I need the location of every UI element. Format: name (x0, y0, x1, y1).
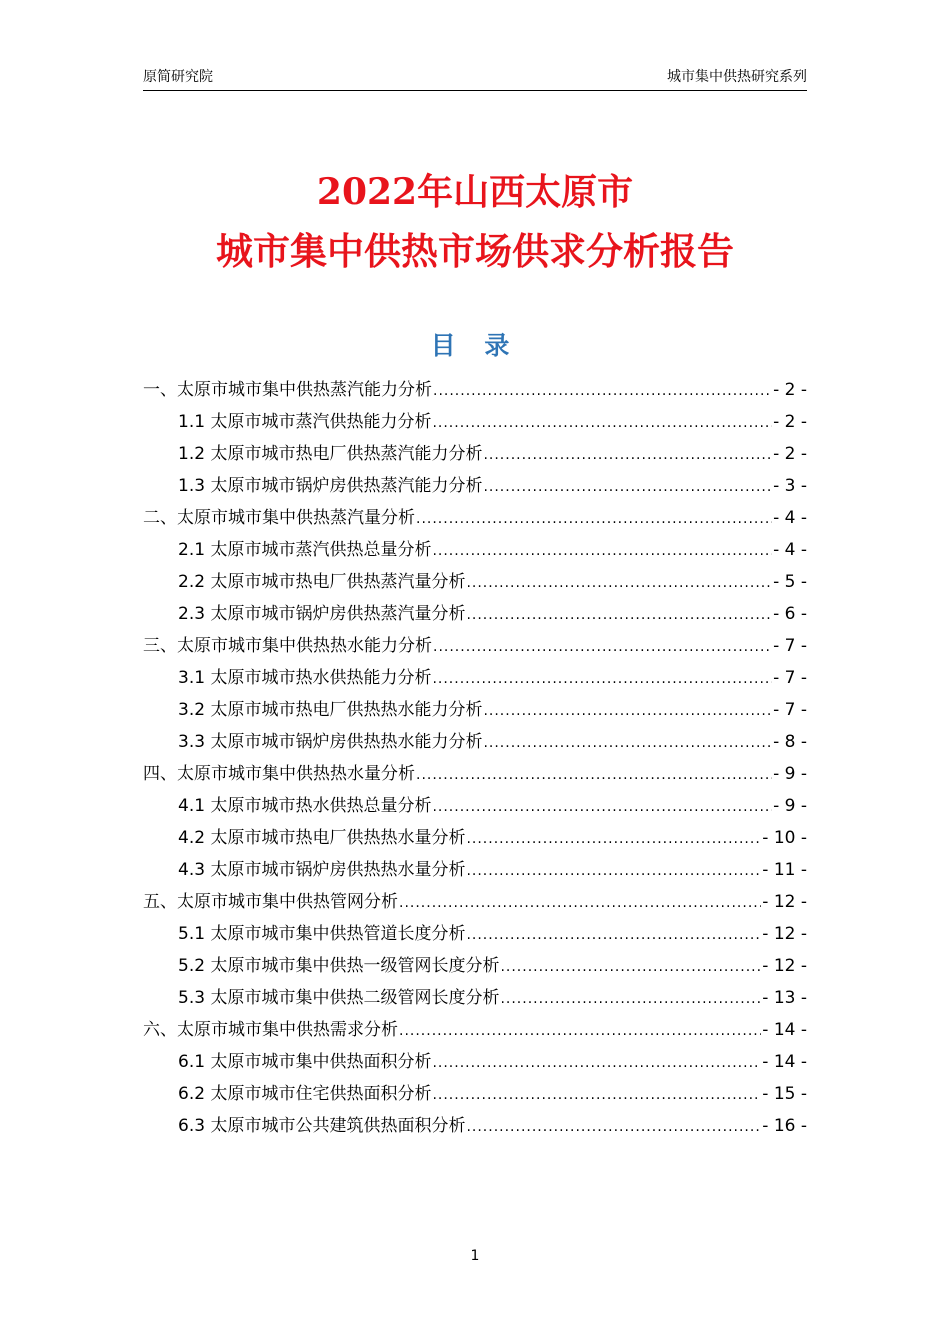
toc-entry[interactable] (143, 630, 807, 662)
toc-entry[interactable] (143, 694, 807, 726)
toc-entry-title: 6.2 太原市城市住宅供热面积分析 (178, 1084, 432, 1104)
toc-entry-page: - 12 - (762, 956, 807, 976)
toc-entry-page: - 14 - (762, 1052, 807, 1072)
toc-entry[interactable] (143, 726, 807, 758)
toc-entry-page: - 10 - (762, 828, 807, 848)
toc-entry-title: 5.1 太原市城市集中供热管道长度分析 (178, 924, 466, 944)
toc-dot-leader (433, 375, 772, 407)
toc-entry-page: - 13 - (762, 988, 807, 1008)
toc-entry[interactable] (143, 918, 807, 950)
toc-dot-leader (432, 663, 772, 695)
toc-dot-leader (432, 1079, 761, 1111)
toc-entry-page: - 6 - (773, 604, 807, 624)
toc-dot-leader (483, 439, 772, 471)
toc-entry[interactable] (143, 854, 807, 886)
toc-entry-title: 4.2 太原市城市热电厂供热热水量分析 (178, 828, 466, 848)
toc-entry-page: - 7 - (773, 700, 807, 720)
page-number: 1 (470, 1248, 480, 1264)
toc-entry[interactable] (143, 438, 807, 470)
toc-dot-leader (433, 631, 772, 663)
toc-entry-page: - 12 - (762, 924, 807, 944)
toc-entry-title: 1.1 太原市城市蒸汽供热能力分析 (178, 412, 432, 432)
toc-entry-title: 2.1 太原市城市蒸汽供热总量分析 (178, 540, 432, 560)
toc-entry[interactable] (143, 1110, 807, 1142)
toc-entry-page: - 2 - (773, 444, 807, 464)
toc-entry[interactable] (143, 502, 807, 534)
toc-entry-page: - 4 - (773, 540, 807, 560)
toc-dot-leader (432, 1047, 761, 1079)
toc-entry[interactable] (143, 1014, 807, 1046)
toc-dot-leader (466, 823, 761, 855)
toc-entry-title: 3.1 太原市城市热水供热能力分析 (178, 668, 432, 688)
toc-dot-leader (466, 1111, 761, 1143)
toc-dot-leader (500, 983, 761, 1015)
toc-dot-leader (483, 695, 772, 727)
toc-entry-page: - 7 - (773, 636, 807, 656)
toc-dot-leader (399, 1015, 761, 1047)
toc-entry[interactable] (143, 1046, 807, 1078)
toc-entry-title: 6.1 太原市城市集中供热面积分析 (178, 1052, 432, 1072)
toc-entry-page: - 9 - (773, 796, 807, 816)
toc-entry-page: - 15 - (762, 1084, 807, 1104)
toc-entry[interactable] (143, 886, 807, 918)
toc-entry[interactable] (143, 566, 807, 598)
header-series-name: 城市集中供热研究系列 (667, 69, 807, 85)
toc-entry-title: 三、太原市城市集中供热热水能力分析 (143, 636, 432, 656)
toc-dot-leader (483, 471, 772, 503)
toc-entry[interactable] (143, 950, 807, 982)
toc-entry[interactable] (143, 1078, 807, 1110)
toc-entry[interactable] (143, 406, 807, 438)
toc-entry-page: - 4 - (773, 508, 807, 528)
toc-entry-title: 五、太原市城市集中供热管网分析 (143, 892, 398, 912)
toc-dot-leader (466, 919, 761, 951)
toc-entry-page: - 9 - (773, 764, 807, 784)
toc-dot-leader (432, 535, 772, 567)
page-header (143, 66, 807, 91)
toc-dot-leader (500, 951, 761, 983)
toc-entry-title: 1.3 太原市城市锅炉房供热蒸汽能力分析 (178, 476, 483, 496)
toc-heading: 目 录 (430, 331, 520, 360)
toc-entry-title: 5.2 太原市城市集中供热一级管网长度分析 (178, 956, 500, 976)
toc-dot-leader (399, 887, 761, 919)
report-title-line-1: 2022年山西太原市 (316, 171, 634, 213)
toc-entry-page: - 2 - (773, 380, 807, 400)
toc-entry-title: 1.2 太原市城市热电厂供热蒸汽能力分析 (178, 444, 483, 464)
toc-entry-page: - 5 - (773, 572, 807, 592)
toc-entry[interactable] (143, 470, 807, 502)
toc-dot-leader (416, 503, 772, 535)
toc-entry-page: - 14 - (762, 1020, 807, 1040)
toc-dot-leader (416, 759, 772, 791)
toc-entry-title: 4.1 太原市城市热水供热总量分析 (178, 796, 432, 816)
toc-entry-title: 四、太原市城市集中供热热水量分析 (143, 764, 415, 784)
toc-entry[interactable] (143, 982, 807, 1014)
toc-entry-page: - 3 - (773, 476, 807, 496)
toc-entry[interactable] (143, 534, 807, 566)
toc-entry-title: 3.3 太原市城市锅炉房供热热水能力分析 (178, 732, 483, 752)
toc-entry-title: 2.3 太原市城市锅炉房供热蒸汽量分析 (178, 604, 466, 624)
toc-entry-title: 一、太原市城市集中供热蒸汽能力分析 (143, 380, 432, 400)
toc-dot-leader (432, 407, 772, 439)
toc-entry-page: - 12 - (762, 892, 807, 912)
toc-entry[interactable] (143, 662, 807, 694)
toc-entry[interactable] (143, 790, 807, 822)
toc-entry-title: 6.3 太原市城市公共建筑供热面积分析 (178, 1116, 466, 1136)
toc-dot-leader (483, 727, 772, 759)
toc-entry-title: 3.2 太原市城市热电厂供热热水能力分析 (178, 700, 483, 720)
toc-dot-leader (466, 567, 772, 599)
toc-entry[interactable] (143, 822, 807, 854)
toc-entry-page: - 8 - (773, 732, 807, 752)
toc-entry-page: - 7 - (773, 668, 807, 688)
toc-entry-page: - 2 - (773, 412, 807, 432)
toc-entry[interactable] (143, 374, 807, 406)
table-of-contents (143, 374, 807, 1142)
toc-dot-leader (432, 791, 772, 823)
toc-entry[interactable] (143, 598, 807, 630)
toc-dot-leader (466, 855, 761, 887)
toc-entry-title: 六、太原市城市集中供热需求分析 (143, 1020, 398, 1040)
toc-entry-title: 5.3 太原市城市集中供热二级管网长度分析 (178, 988, 500, 1008)
header-org-name: 原简研究院 (143, 69, 213, 85)
toc-entry-page: - 16 - (762, 1116, 807, 1136)
toc-entry-title: 二、太原市城市集中供热蒸汽量分析 (143, 508, 415, 528)
toc-entry[interactable] (143, 758, 807, 790)
report-title-line-2: 城市集中供热市场供求分析报告 (216, 229, 734, 273)
toc-dot-leader (466, 599, 772, 631)
toc-entry-title: 4.3 太原市城市锅炉房供热热水量分析 (178, 860, 466, 880)
toc-entry-title: 2.2 太原市城市热电厂供热蒸汽量分析 (178, 572, 466, 592)
toc-entry-page: - 11 - (762, 860, 807, 880)
